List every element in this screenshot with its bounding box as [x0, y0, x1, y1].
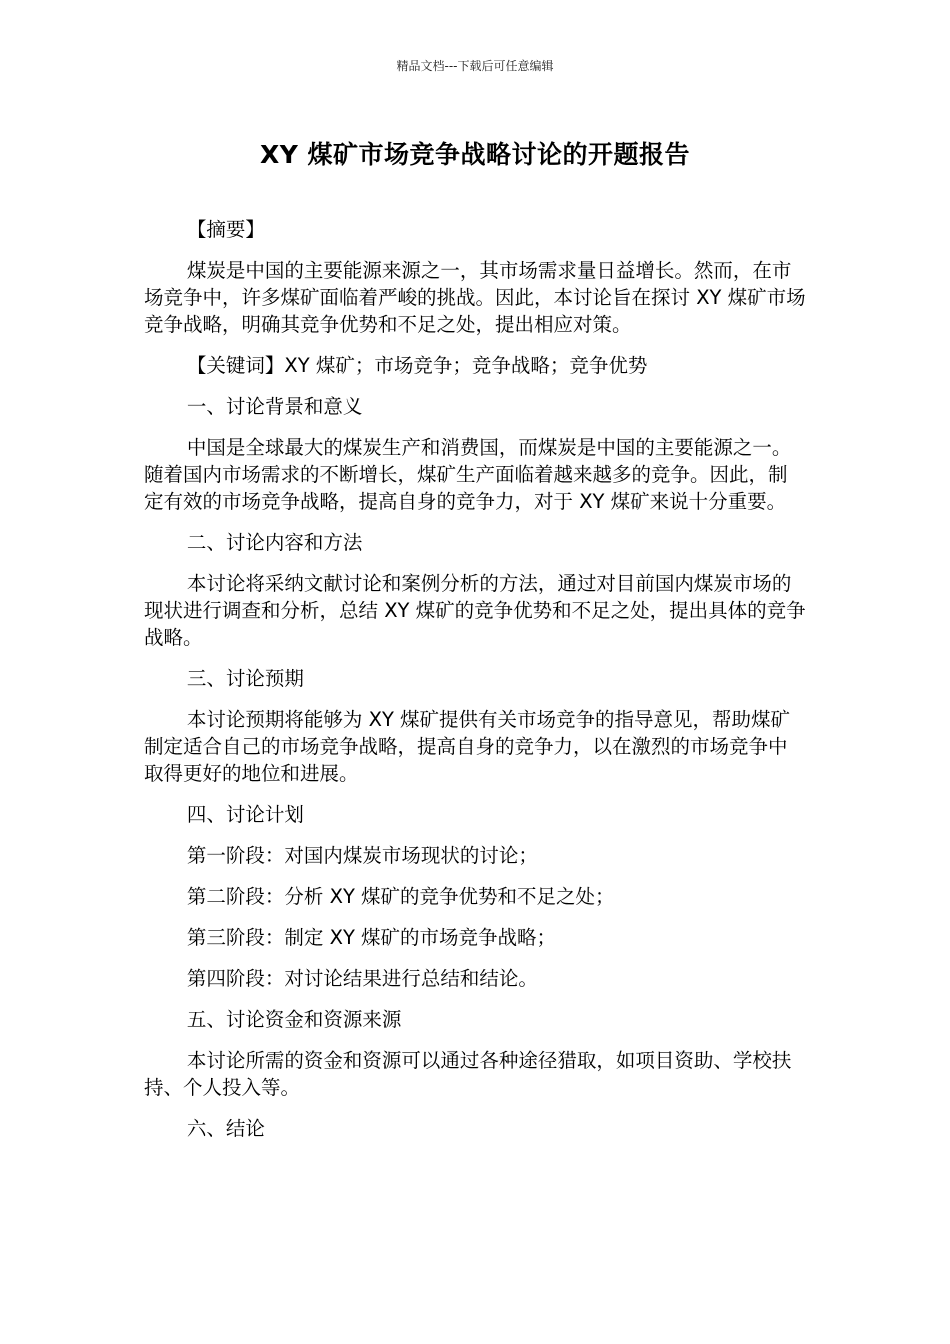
- header-note: 精品文档---下载后可任意编辑: [396, 59, 554, 73]
- section-heading: 六、结论: [186, 1117, 265, 1140]
- section-heading: 五、讨论资金和资源来源: [186, 1008, 402, 1031]
- section-paragraph: 本讨论预期将能够为 XY 煤矿提供有关市场竞争的指导意见，帮助煤矿制定适合自己的市场竞争战略，提高自身的竞争力，以在激烈的市场竞争中取得更好的地位和进展。: [144, 708, 791, 785]
- section-heading: 二、讨论内容和方法: [186, 531, 363, 554]
- keywords-line: 【关键词】XY 煤矿；市场竞争；竞争战略；竞争优势: [186, 354, 648, 377]
- document-body: [144, 216, 806, 1142]
- plan-stage-item: 第三阶段：制定 XY 煤矿的市场竞争战略；: [186, 926, 557, 949]
- section-heading: 三、讨论预期: [186, 667, 304, 690]
- section-heading: 一、讨论背景和意义: [186, 395, 363, 418]
- document-title: XY 煤矿市场竞争战略讨论的开题报告: [259, 140, 691, 169]
- section-heading: 四、讨论计划: [186, 803, 304, 826]
- section-paragraph: 中国是全球最大的煤炭生产和消费国，而煤炭是中国的主要能源之一。随着国内市场需求的不断增长，煤矿生产面临着越来越多的竞争。因此，制定有效的市场竞争战略，提高自身的竞争力，对于 XY 煤矿来说十分重要。: [144, 436, 792, 513]
- abstract-heading: 【摘要】: [186, 218, 265, 241]
- plan-stage-item: 第一阶段：对国内煤炭市场现状的讨论；: [186, 844, 538, 867]
- plan-stage-item: 第二阶段：分析 XY 煤矿的竞争优势和不足之处；: [186, 885, 615, 908]
- abstract-text: 煤炭是中国的主要能源来源之一，其市场需求量日益增长。然而，在市场竞争中，许多煤矿面临着严峻的挑战。因此，本讨论旨在探讨 XY 煤矿市场竞争战略，明确其竞争优势和不足之处，提出相应对策。: [144, 259, 806, 336]
- section-paragraph: 本讨论将采纳文献讨论和案例分析的方法，通过对目前国内煤炭市场的现状进行调查和分析，总结 XY 煤矿的竞争优势和不足之处，提出具体的竞争战略。: [144, 572, 806, 649]
- section-paragraph: 本讨论所需的资金和资源可以通过各种途径猎取，如项目资助、学校扶持、个人投入等。: [144, 1049, 792, 1099]
- plan-stage-item: 第四阶段：对讨论结果进行总结和结论。: [186, 967, 538, 990]
